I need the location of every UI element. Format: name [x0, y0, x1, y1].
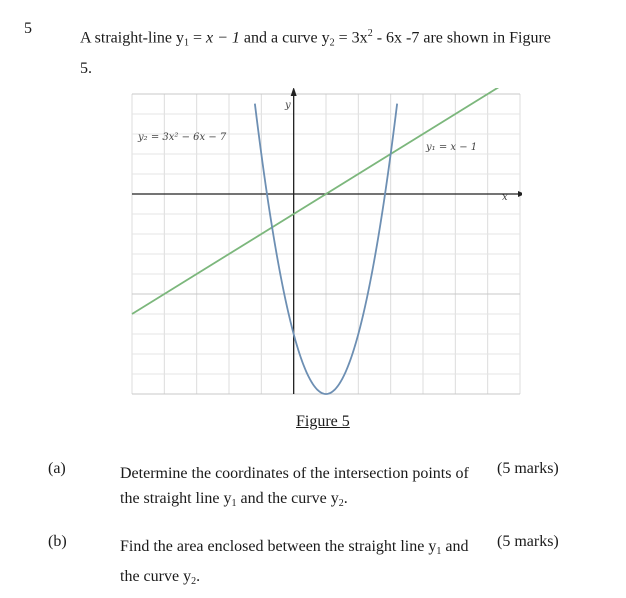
- y-axis-label: y: [285, 100, 291, 111]
- part-a-text: Determine the coordinates of the intersection points of the straight line $y_1$ and the curve $y_2$.: [120, 465, 469, 509]
- curve-label: y₂ = 3x² − 6x − 7: [138, 132, 227, 143]
- figure-reference: 5.: [80, 60, 92, 78]
- part-b-text: Find the area enclosed between the straight line $y_1$ and the curve $y_2$.: [120, 538, 469, 587]
- part-b-label: (b): [48, 533, 67, 550]
- part-a-label: (a): [48, 460, 66, 477]
- part-a-marks: (5 marks): [497, 460, 559, 477]
- figure-5-graph: [130, 88, 522, 400]
- part-b-marks: (5 marks): [497, 533, 559, 550]
- line-label: y₁ = x − 1: [426, 142, 478, 153]
- x-axis-label: x: [502, 192, 508, 203]
- question-number: 5: [24, 20, 32, 37]
- question-stem: A straight-line $y_1 = x - 1$ and a curve $y_2 = 3x^2 - 6x$ -7 are shown in Figure 5.: [80, 28, 551, 78]
- x-axis-arrow: [518, 191, 522, 197]
- figure-caption: Figure 5: [296, 413, 350, 430]
- y-axis-arrow: [291, 88, 297, 96]
